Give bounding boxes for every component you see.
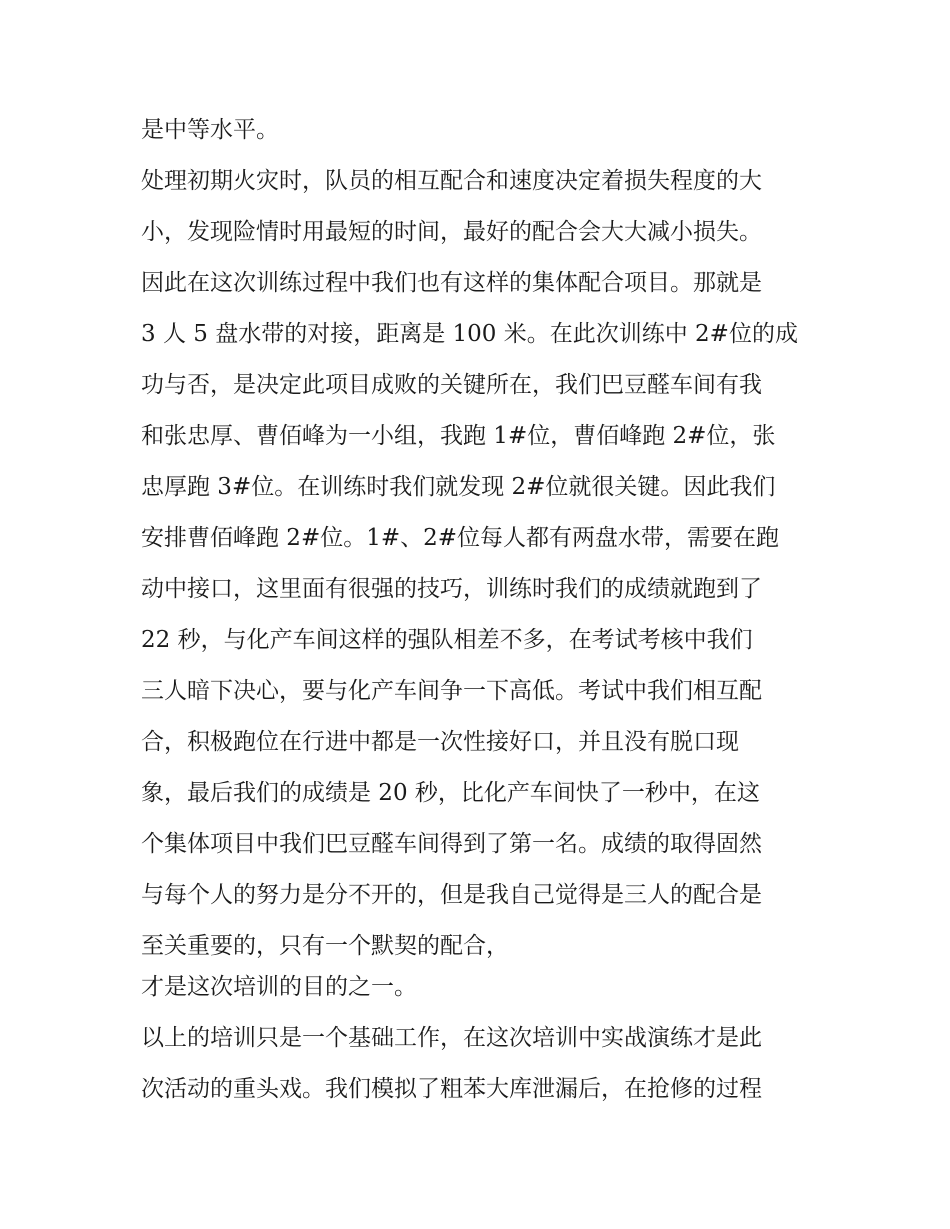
text-line: 个集体项目中我们巴豆醛车间得到了第一名。成绩的取得固然 [141, 831, 762, 857]
text-line: 和张忠厚、曹佰峰为一小组，我跑 1#位，曹佰峰跑 2#位，张 [141, 423, 776, 449]
text-line: 三人暗下决心，要与化产车间争一下高低。考试中我们相互配 [141, 678, 762, 704]
text-line: 才是这次培训的目的之一。 [141, 974, 417, 1000]
text-line: 至关重要的，只有一个默契的配合， [141, 933, 509, 959]
text-line: 处理初期火灾时，队员的相互配合和速度决定着损失程度的大 [141, 168, 762, 194]
text-line: 合，积极跑位在行进中都是一次性接好口，并且没有脱口现 [141, 729, 739, 755]
text-line: 以上的培训只是一个基础工作，在这次培训中实战演练才是此 [141, 1025, 762, 1051]
text-line: 与每个人的努力是分不开的，但是我自己觉得是三人的配合是 [141, 882, 762, 908]
text-line: 功与否，是决定此项目成败的关键所在，我们巴豆醛车间有我 [141, 372, 762, 398]
text-line: 3 人 5 盘水带的对接，距离是 100 米。在此次训练中 2#位的成 [141, 321, 798, 347]
text-line: 22 秒，与化产车间这样的强队相差不多，在考试考核中我们 [141, 627, 753, 653]
text-line: 安排曹佰峰跑 2#位。1#、2#位每人都有两盘水带，需要在跑 [141, 525, 780, 551]
text-line: 因此在这次训练过程中我们也有这样的集体配合项目。那就是 [141, 270, 762, 296]
body-text [141, 105, 821, 1115]
text-line: 忠厚跑 3#位。在训练时我们就发现 2#位就很关键。因此我们 [141, 474, 776, 500]
text-line: 动中接口，这里面有很强的技巧，训练时我们的成绩就跑到了 [141, 576, 762, 602]
text-line: 次活动的重头戏。我们模拟了粗苯大库泄漏后，在抢修的过程 [141, 1076, 762, 1102]
text-line: 小，发现险情时用最短的时间，最好的配合会大大减小损失。 [141, 219, 762, 245]
text-line: 是中等水平。 [141, 117, 279, 143]
text-line: 象，最后我们的成绩是 20 秒，比化产车间快了一秒中，在这 [141, 780, 760, 806]
